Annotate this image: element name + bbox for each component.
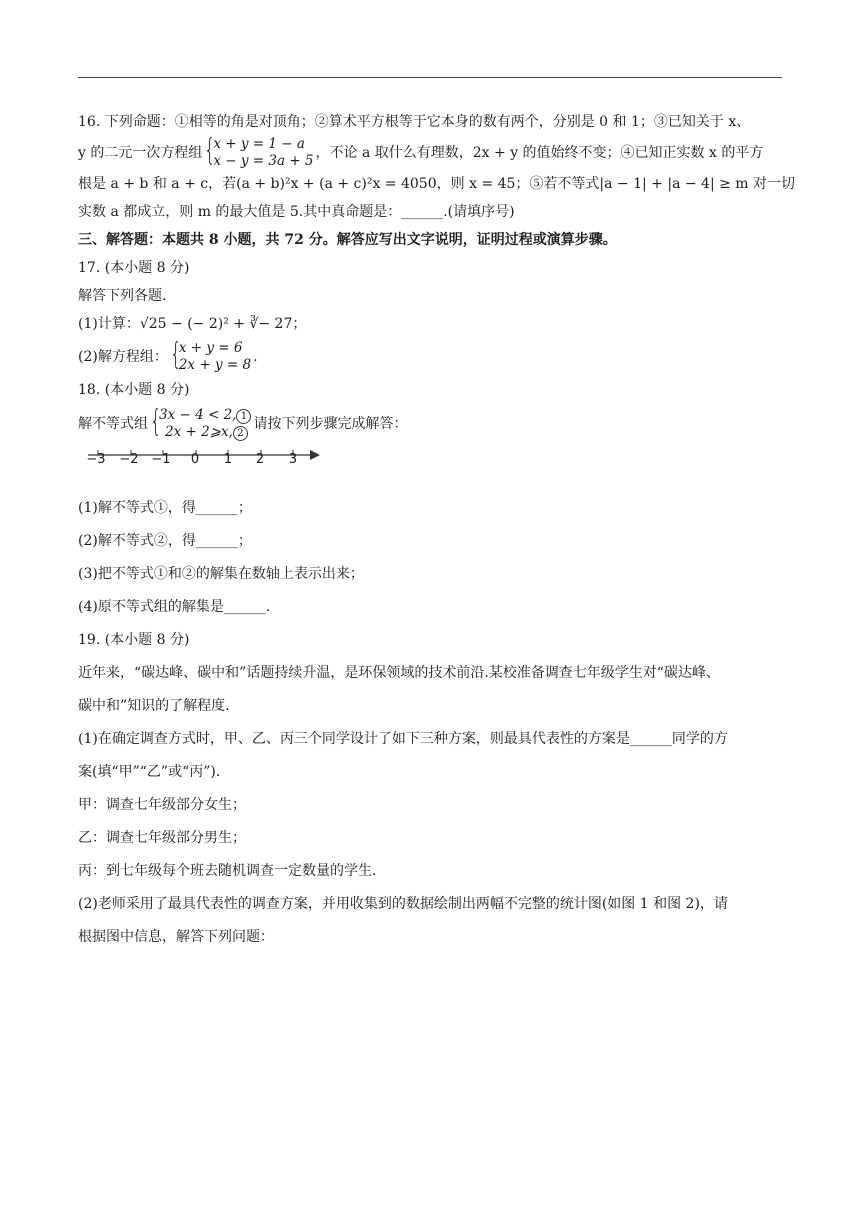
q16-line2 (78, 133, 782, 170)
circle-two-icon: 2 (233, 426, 248, 441)
q18-ineq-2-text: 2x + 2⩾x, (165, 424, 233, 440)
q16-equation-system (204, 133, 314, 170)
tick-label-neg3: −3 (86, 452, 106, 467)
q16-eq-1: x + y = 1 − a (213, 136, 305, 152)
q17-part2-pre: (2)解方程组： (78, 349, 168, 365)
q17-eq-2: 2x + y = 8 (178, 357, 252, 373)
page-content (78, 108, 796, 951)
q18-step3: (3)把不等式①和②的解集在数轴上表示出来； (78, 566, 364, 582)
tick-label-3: 3 (288, 452, 298, 467)
q16-line4: 实数 a 都成立，则 m 的最大值是 5.其中真命题是：______.(请填序号) (78, 204, 515, 220)
q17-eq-1: x + y = 6 (178, 340, 243, 356)
q19-option-c: 丙：到七年级每个班去随机调查一定数量的学生. (78, 863, 377, 879)
q16-line2-pre: y 的二元一次方程组 (78, 145, 203, 161)
q19-part1-line2: 案(填“甲”“乙”或“丙”). (78, 764, 221, 780)
q19-option-a: 甲：调查七年级部分女生； (78, 797, 246, 813)
q18-ineq-1 (159, 407, 251, 424)
tick-label-neg2: −2 (119, 452, 139, 467)
q17-part2 (78, 338, 782, 376)
q19-para1-line2: 碳中和”知识的了解程度. (78, 698, 230, 714)
q19-title: 19. (本小题 8 分) (78, 632, 190, 648)
q16-eq-2: x − y = 3a + 5 (213, 153, 314, 169)
q17-part2-post: . (253, 349, 258, 365)
brace-icon: { (169, 337, 182, 372)
tick-label-neg1: −1 (151, 452, 171, 467)
number-line (78, 444, 782, 494)
tick-label-1: 1 (223, 452, 233, 467)
q16-line1: 16. 下列命题：①相等的角是对顶角；②算术平方根等于它本身的数有两个，分别是 0 和 1；③已知关于 x、 (78, 114, 751, 130)
q18-inequality-system (150, 404, 251, 441)
q16-line3: 根是 a + b 和 a + c，若(a + b)²x + (a + c)²x = 4050，则 x = 45；⑤若不等式|a − 1| + |a − 4| ≥ m 对一切 (78, 176, 796, 192)
q17-equation-system (169, 337, 252, 374)
q17-title: 17. (本小题 8 分) (78, 260, 190, 276)
circle-one-icon: 1 (236, 409, 251, 424)
q18-ineq-1-text: 3x − 4 < 2, (159, 407, 237, 423)
section3-heading: 三、解答题：本题共 8 小题，共 72 分。解答应写出文字说明，证明过程或演算步骤。 (78, 232, 617, 248)
q18-intro-post: 请按下列步骤完成解答： (253, 416, 408, 432)
q18-intro-pre: 解不等式组 (78, 416, 148, 432)
q19-option-b: 乙：调查七年级部分男生； (78, 830, 246, 846)
tick-label-0: 0 (190, 452, 200, 467)
q17-intro: 解答下列各题. (78, 288, 167, 304)
q18-ineq-2 (159, 424, 251, 441)
q18-intro (78, 404, 782, 444)
brace-icon: { (204, 133, 216, 168)
q18-step4: (4)原不等式组的解集是______. (78, 599, 271, 615)
q18-title: 18. (本小题 8 分) (78, 382, 190, 398)
q19-part1-line1: (1)在确定调查方式时，甲、乙、丙三个同学设计了如下三种方案，则最具代表性的方案是______同学的方 (78, 731, 728, 747)
q16-line2-post: ，不论 a 取什么有理数，2x + y 的值始终不变；④已知正实数 x 的平方 (315, 145, 764, 161)
q18-step1: (1)解不等式①，得______； (78, 500, 252, 516)
q19-part2-line2: 根据图中信息，解答下列问题： (78, 929, 274, 945)
header-rule (78, 77, 782, 78)
q19-part2-line1: (2)老师采用了最具代表性的调查方案，并用收集到的数据绘制出两幅不完整的统计图(如图 1 和图 2)，请 (78, 896, 728, 912)
q17-part1: (1)计算：√25 − (− 2)² + ∛− 27； (78, 316, 307, 332)
q18-step2: (2)解不等式②，得______； (78, 533, 252, 549)
q19-para1-line1: 近年来，“碳达峰、碳中和”话题持续升温，是环保领域的技术前沿.某校准备调查七年级学生对“碳达峰、 (78, 665, 720, 681)
brace-icon: { (150, 404, 162, 439)
tick-label-2: 2 (255, 452, 265, 467)
